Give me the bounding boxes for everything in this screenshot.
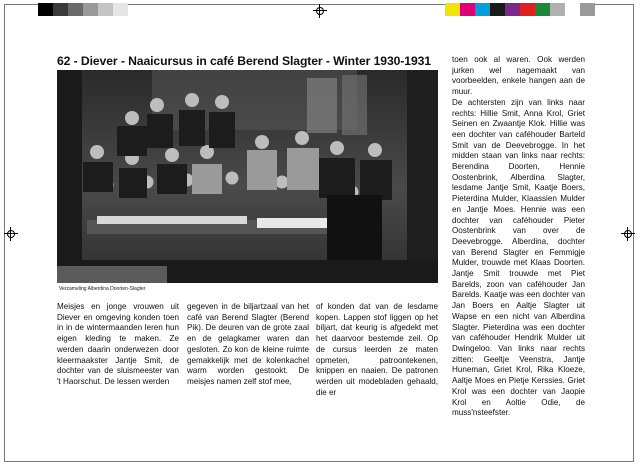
bottom-column-1 xyxy=(57,302,179,388)
registration-mark-left xyxy=(4,227,18,241)
color-swatch xyxy=(565,3,580,16)
bottom-column-2 xyxy=(187,302,309,388)
grayscale-swatch xyxy=(98,3,113,16)
grayscale-swatch xyxy=(83,3,98,16)
cmyk-color-bar xyxy=(445,3,595,16)
grayscale-swatch xyxy=(68,3,83,16)
bottom-column-3-paragraph: of konden dat van de lesdame kopen. Lappen stof liggen op het biljart, dat keurig is afgedekt met het daarvoor bestemde zeil. Op de cursus leerden ze maten opmeten, patroontekenen, knippen en naaien. De patronen werden uit modebladen gehaald, die er xyxy=(316,302,438,397)
color-swatch xyxy=(445,3,460,16)
bottom-column-3 xyxy=(316,302,438,398)
right-column-paragraph: De achtersten zijn van links naar rechts: Hillie Smit, Anna Krol, Griet Seinen en Zwaantje Klok. Hillie was een dochter van caféhouder Barteld Smit van de Deevebrogge. In het midden staan van links naar rechts: Berendina Doorten, Hennie Oostenbrink, Alberdina Slagter, lesdame Jantje Smit, Kaatje Boers, Pieterdina Mulder, Klaassien Mulder en Jantje Moes. Hennie was een dochter van caféhouder Pieter Oostenbrink van over de Deevebrogge. Alberdina, dochter van Berend Slagter en Femmigje Mulder, trouwde met Klaas Doorten. Jantje Smit trouwde met Piet Barelds, zoon van caféhouder Jan Barelds. Kaatje was een dochter van Jan Boers en Aaltje Slagter uit Wapse en een nicht van Alberdina Slagter. Pieterdina was een dochter van caféhouder Hendrik Mulder uit Dwingeloo. Van links naar rechts zitten: Geeltje Veenstra, Jantje Huneman, Griet Krol, Rika Kloeze, Aaltje Moes en Pietje Kerssies. Griet Krol was een dochter van Jaopie Krol en Aoltie Odie, de muss'nsteefster. xyxy=(452,97,585,418)
bottom-column-2-paragraph: gegeven in de biljartzaal van het café van Berend Slagter (Berend Pik). De deuren van de grote zaal en de gelagkamer waren dan gesloten. Zo kon de kleine ruimte gemakkelijk met de kolenkachel warm worden gestookt. De meisjes namen zelf stof mee, xyxy=(187,302,309,386)
color-swatch xyxy=(475,3,490,16)
color-swatch xyxy=(550,3,565,16)
grayscale-swatch xyxy=(38,3,53,16)
color-swatch xyxy=(535,3,550,16)
color-swatch xyxy=(505,3,520,16)
color-swatch xyxy=(490,3,505,16)
grayscale-swatch xyxy=(53,3,68,16)
color-swatch xyxy=(580,3,595,16)
registration-mark-top xyxy=(313,4,327,18)
right-column-paragraph: toen ook al waren. Ook werden jurken wel nagemaakt van voorbeelden, enkele hangen aan de muur. xyxy=(452,55,585,97)
grayscale-swatch xyxy=(113,3,128,16)
right-column-text xyxy=(452,55,585,419)
color-swatch xyxy=(460,3,475,16)
photo-caption: Verzameling Alberdina Doorten-Slagter xyxy=(59,286,146,292)
bottom-column-1-paragraph: Meisjes en jonge vrouwen uit Diever en omgeving konden toen in in de wintermaanden leren hun eigen kleding te maken. Ze werden daarin onderwezen door kleermaakster Jantje Smit, de dochter van de sluismeester van 't Haorschut. De lessen werden xyxy=(57,302,179,386)
grayscale-color-bar xyxy=(38,3,128,16)
color-swatch xyxy=(520,3,535,16)
registration-mark-right xyxy=(621,227,635,241)
page-title: 62 - Diever - Naaicursus in café Berend Slagter - Winter 1930-1931 xyxy=(57,54,431,68)
historic-photo xyxy=(57,70,438,283)
